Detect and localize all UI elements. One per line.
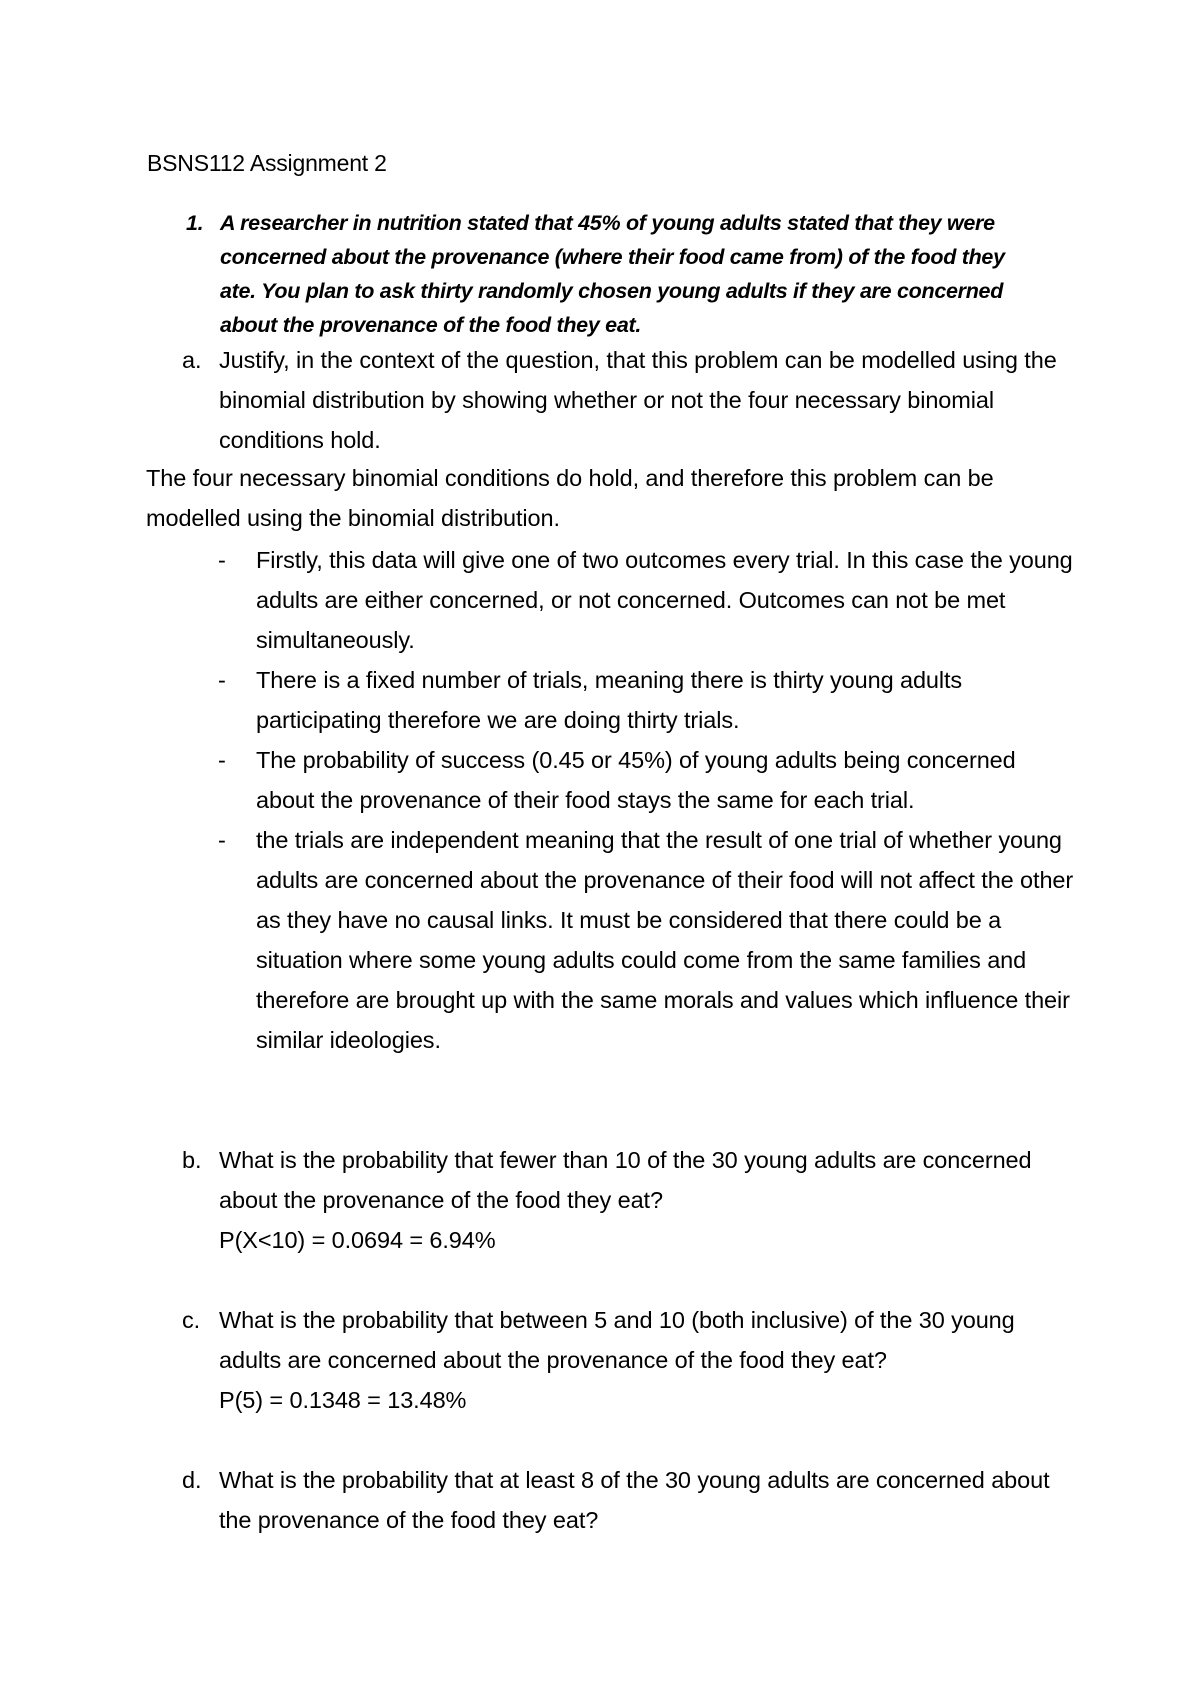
list-item (218, 740, 1078, 820)
part-c (182, 1300, 1072, 1420)
part-d-question: What is the probability that at least 8 of the 30 young adults are concerned about the provenance of the food they eat? (219, 1467, 1050, 1533)
bullet-dash: - (218, 667, 226, 693)
question-1-text: A researcher in nutrition stated that 45% of young adults stated that they were concerned about the provenance (where their food came from) of the food they ate. You plan to ask thirty randomly chosen young adults if they are concerned about the provenance of the food they eat. (220, 211, 1005, 337)
bullet-dash: - (218, 747, 226, 773)
part-a-answer-intro: The four necessary binomial conditions do hold, and therefore this problem can be modelled using the binomial distribution. (146, 465, 994, 531)
part-a-letter: a. (182, 347, 202, 373)
bullet-text: Firstly, this data will give one of two outcomes every trial. In this case the young adults are either concerned, or not concerned. Outcomes can not be met simultaneously. (256, 547, 1073, 653)
document-title: BSNS112 Assignment 2 (147, 150, 387, 176)
part-b-letter: b. (182, 1147, 202, 1173)
question-1-number: 1. (186, 211, 204, 235)
part-d-letter: d. (182, 1467, 202, 1493)
part-b-answer: P(X<10) = 0.0694 = 6.94% (219, 1227, 496, 1253)
bullet-text: There is a fixed number of trials, meaning there is thirty young adults participating therefore we are doing thirty trials. (256, 667, 963, 733)
bullet-dash: - (218, 827, 226, 853)
part-c-question: What is the probability that between 5 and 10 (both inclusive) of the 30 young adults are concerned about the provenance of the food they eat? (219, 1307, 1015, 1373)
list-item (218, 660, 1078, 740)
part-d (182, 1460, 1072, 1540)
part-b (182, 1140, 1072, 1260)
list-item (218, 540, 1078, 660)
question-1 (186, 206, 1046, 342)
list-item (218, 820, 1078, 1060)
bullet-text: The probability of success (0.45 or 45%) of young adults being concerned about the provenance of their food stays the same for each trial. (256, 747, 1016, 813)
part-c-letter: c. (182, 1307, 201, 1333)
part-b-question: What is the probability that fewer than 10 of the 30 young adults are concerned about the provenance of the food they eat? (219, 1147, 1032, 1213)
bullet-text: the trials are independent meaning that the result of one trial of whether young adults are concerned about the provenance of their food will not affect the other as they have no causal links. It must be considered that there could be a situation where some young adults could come from the same families and therefore are brought up with the same morals and values which influence their similar ideologies. (256, 827, 1074, 1053)
part-a-question: Justify, in the context of the question, that this problem can be modelled using the binomial distribution by showing whether or not the four necessary binomial conditions hold. (219, 347, 1057, 453)
bullet-dash: - (218, 547, 226, 573)
part-a (182, 340, 1072, 460)
part-a-bullet-list (218, 540, 1078, 1060)
part-c-answer: P(5) = 0.1348 = 13.48% (219, 1387, 467, 1413)
